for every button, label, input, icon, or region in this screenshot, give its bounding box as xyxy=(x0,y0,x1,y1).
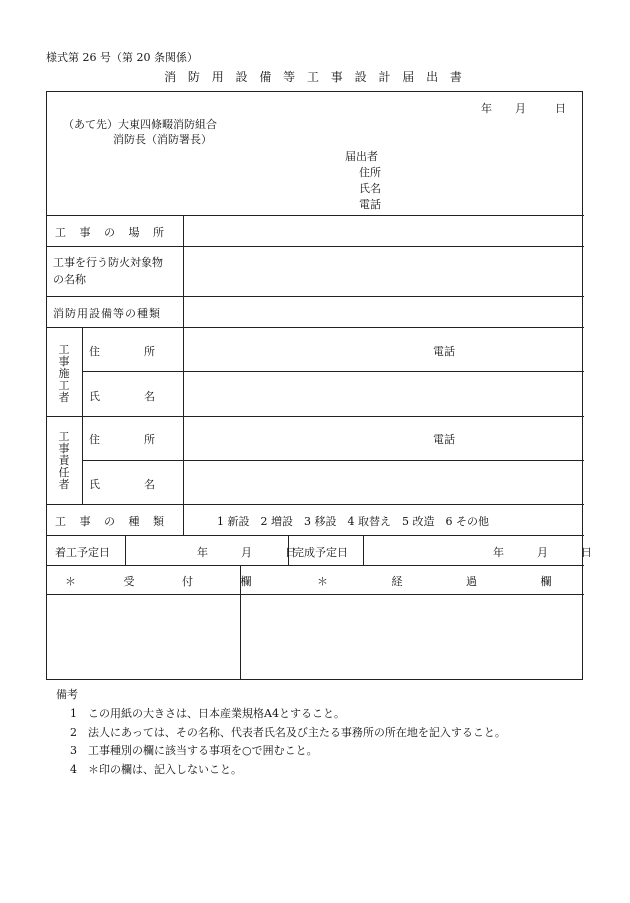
line-4 xyxy=(47,327,584,328)
start-date-value: 年 月 日 xyxy=(197,546,296,559)
applicant-phone: 電話 xyxy=(359,198,381,211)
work-location-label: 工 事 の 場 所 xyxy=(55,226,169,239)
form-number: 様式第 26 号（第 20 条関係） xyxy=(46,51,198,64)
progress-label: ＊ 経 過 欄 xyxy=(317,575,582,588)
line-6 xyxy=(47,416,584,417)
line-10 xyxy=(47,565,584,566)
applicant-label: 届出者 xyxy=(345,150,378,163)
start-date-label: 着工予定日 xyxy=(55,546,110,559)
addressee-line2: 消防長（消防署長） xyxy=(113,133,212,146)
installer-phone-label: 電話 xyxy=(433,345,455,358)
target-label-2: の名称 xyxy=(53,273,86,286)
note-item-3: 3 工事種別の欄に該当する事項を○で囲むこと。 xyxy=(70,744,318,757)
manager-address-label: 住 所 xyxy=(89,433,155,446)
installer-name-label: 氏 名 xyxy=(89,390,155,403)
line-1 xyxy=(47,215,584,216)
work-kind-options: 1 新設 2 増設 3 移設 4 取替え 5 改造 6 その他 xyxy=(217,515,489,528)
complete-date-label: 完成予定日 xyxy=(293,546,348,559)
date-day: 日 xyxy=(555,102,566,115)
vline-label xyxy=(183,215,184,535)
line-5 xyxy=(82,371,584,372)
manager-label: 工事責任者 xyxy=(58,430,70,491)
manager-name-label: 氏 名 xyxy=(89,478,155,491)
complete-date-value: 年 月 日 xyxy=(493,546,592,559)
reception-label: ＊ 受 付 欄 xyxy=(65,575,274,588)
date-month: 月 xyxy=(515,102,526,115)
notes-heading: 備考 xyxy=(56,688,78,701)
line-7 xyxy=(82,460,584,461)
vline-complete xyxy=(363,535,364,565)
line-2 xyxy=(47,246,584,247)
line-3 xyxy=(47,296,584,297)
note-item-1: 1 この用紙の大きさは、日本産業規格A4とすること。 xyxy=(70,707,345,720)
installer-label: 工事施工者 xyxy=(58,343,70,404)
vline-start xyxy=(125,535,126,565)
date-year: 年 xyxy=(481,102,492,115)
line-11 xyxy=(47,594,584,595)
note-item-4: 4 ＊印の欄は、記入しないこと。 xyxy=(70,763,242,776)
manager-phone-label: 電話 xyxy=(433,433,455,446)
note-item-2: 2 法人にあっては、その名称、代表者氏名及び主たる事務所の所在地を記入すること。 xyxy=(70,726,506,739)
vline-group xyxy=(82,327,83,504)
addressee-line1: （あて先）大東四條畷消防組合 xyxy=(63,118,217,131)
applicant-address: 住所 xyxy=(359,166,381,179)
form-title: 消 防 用 設 備 等 工 事 設 計 届 出 書 xyxy=(164,70,466,84)
target-label-1: 工事を行う防火対象物 xyxy=(53,256,163,269)
applicant-name: 氏名 xyxy=(359,182,381,195)
form-frame xyxy=(46,91,592,680)
equipment-type-label: 消防用設備等の種類 xyxy=(53,307,161,320)
installer-address-label: 住 所 xyxy=(89,345,155,358)
line-8 xyxy=(47,504,584,505)
work-kind-label: 工 事 の 種 類 xyxy=(55,515,169,528)
line-9 xyxy=(47,535,584,536)
